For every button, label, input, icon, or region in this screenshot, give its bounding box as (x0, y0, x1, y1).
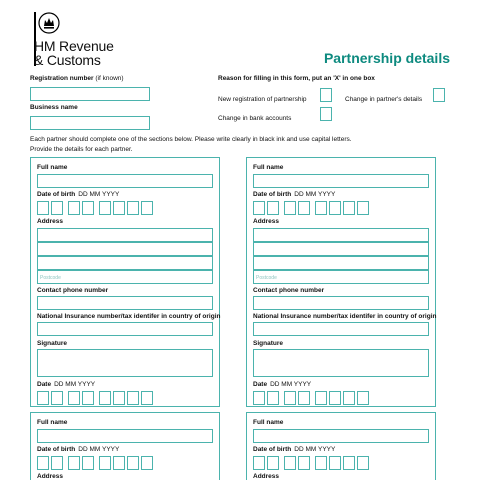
date-label-text: Date (253, 381, 268, 388)
brand-name-line2: & Customs (34, 52, 101, 68)
dob-digit-box[interactable] (127, 201, 139, 215)
dob-digit-box[interactable] (113, 456, 125, 470)
full-name-label: Full name (37, 164, 68, 171)
date-digit-box[interactable] (357, 391, 369, 405)
dob-digit-box[interactable] (37, 456, 49, 470)
address-line-field[interactable] (37, 256, 213, 270)
full-name-field[interactable] (37, 429, 213, 443)
date-format-hint: DD MM YYYY (78, 191, 120, 198)
dob-digit-box[interactable] (267, 456, 279, 470)
contact-phone-label: Contact phone number (37, 287, 109, 294)
new-registration-checkbox[interactable] (320, 88, 332, 102)
date-of-birth-label-text: Date of birth (37, 446, 76, 453)
date-digit-box[interactable] (267, 391, 279, 405)
date-of-birth-label-text: Date of birth (253, 191, 292, 198)
date-digit-box[interactable] (82, 391, 94, 405)
date-of-birth-label (253, 446, 335, 453)
date-digit-box[interactable] (298, 391, 310, 405)
dob-digit-box[interactable] (37, 201, 49, 215)
reason-option-change-bank: Change in bank accounts (218, 115, 292, 122)
dob-digit-box[interactable] (357, 201, 369, 215)
full-name-field[interactable] (37, 174, 213, 188)
reason-option-new-registration: New registration of partnership (218, 96, 307, 103)
date-digit-box[interactable] (113, 391, 125, 405)
address-label: Address (253, 473, 280, 480)
dob-digit-box[interactable] (253, 201, 265, 215)
change-details-checkbox[interactable] (433, 88, 445, 102)
postcode-placeholder: Postcode (256, 275, 277, 281)
date-digit-box[interactable] (68, 391, 80, 405)
ni-number-label: National Insurance number/tax identifer in country of origin (253, 313, 437, 320)
registration-label (30, 75, 124, 82)
postcode-field[interactable] (253, 270, 429, 284)
dob-digit-box[interactable] (343, 201, 355, 215)
address-line-field[interactable] (253, 256, 429, 270)
date-of-birth-label (37, 446, 119, 453)
date-label (37, 381, 95, 388)
signature-field[interactable] (37, 349, 213, 377)
reason-option-change-details: Change in partner's details (345, 96, 423, 103)
dob-digit-box[interactable] (113, 201, 125, 215)
contact-phone-field[interactable] (37, 296, 213, 310)
dob-digit-box[interactable] (329, 456, 341, 470)
dob-digit-box[interactable] (68, 201, 80, 215)
registration-hint: (if known) (95, 75, 124, 82)
dob-digit-box[interactable] (298, 201, 310, 215)
ni-number-label: National Insurance number/tax identifer in country of origin (37, 313, 221, 320)
contact-phone-label: Contact phone number (253, 287, 325, 294)
dob-digit-box[interactable] (141, 201, 153, 215)
dob-digit-box[interactable] (127, 456, 139, 470)
date-digit-box[interactable] (343, 391, 355, 405)
registration-label-text: Registration number (30, 75, 94, 82)
date-of-birth-label (37, 191, 119, 198)
reason-label: Reason for filling in this form, put an 'X' in one box (218, 75, 375, 82)
full-name-field[interactable] (253, 174, 429, 188)
dob-digit-box[interactable] (267, 201, 279, 215)
ni-number-field[interactable] (253, 322, 429, 336)
dob-digit-box[interactable] (253, 456, 265, 470)
date-digit-box[interactable] (141, 391, 153, 405)
address-line-field[interactable] (253, 242, 429, 256)
registration-number-field[interactable] (30, 87, 150, 101)
date-of-birth-label-text: Date of birth (253, 446, 292, 453)
signature-field[interactable] (253, 349, 429, 377)
date-of-birth-label-text: Date of birth (37, 191, 76, 198)
contact-phone-field[interactable] (253, 296, 429, 310)
date-label (253, 381, 311, 388)
instructions-line1: Each partner should complete one of the sections below. Please write clearly in black ink and use capital letters. (30, 136, 352, 143)
date-format-hint: DD MM YYYY (270, 381, 312, 388)
page-title: Partnership details (323, 50, 450, 66)
date-digit-box[interactable] (51, 391, 63, 405)
dob-digit-box[interactable] (357, 456, 369, 470)
dob-digit-box[interactable] (284, 456, 296, 470)
dob-digit-box[interactable] (315, 456, 327, 470)
date-digit-box[interactable] (329, 391, 341, 405)
partner-section-1 (30, 157, 220, 407)
address-label: Address (37, 218, 64, 225)
dob-digit-box[interactable] (82, 201, 94, 215)
full-name-field[interactable] (253, 429, 429, 443)
change-bank-checkbox[interactable] (320, 107, 332, 121)
partner-section-3 (30, 412, 220, 480)
partner-section-2 (246, 157, 436, 407)
ni-number-field[interactable] (37, 322, 213, 336)
date-digit-box[interactable] (253, 391, 265, 405)
dob-digit-box[interactable] (141, 456, 153, 470)
business-name-field[interactable] (30, 116, 150, 130)
dob-digit-box[interactable] (99, 456, 111, 470)
instructions-line2: Provide the details for each partner. (30, 146, 133, 153)
signature-label: Signature (253, 340, 283, 347)
partner-section-4 (246, 412, 436, 480)
dob-digit-box[interactable] (329, 201, 341, 215)
dob-digit-box[interactable] (343, 456, 355, 470)
date-digit-box[interactable] (127, 391, 139, 405)
business-name-label: Business name (30, 104, 78, 111)
brand-name-line1: HM Revenue (34, 38, 114, 54)
dob-digit-box[interactable] (99, 201, 111, 215)
address-line-field[interactable] (253, 228, 429, 242)
signature-label: Signature (37, 340, 67, 347)
date-format-hint: DD MM YYYY (294, 191, 336, 198)
address-line-field[interactable] (37, 228, 213, 242)
address-label: Address (253, 218, 280, 225)
date-format-hint: DD MM YYYY (54, 381, 96, 388)
dob-digit-box[interactable] (298, 456, 310, 470)
dob-digit-box[interactable] (284, 201, 296, 215)
dob-digit-box[interactable] (315, 201, 327, 215)
date-label-text: Date (37, 381, 52, 388)
date-digit-box[interactable] (284, 391, 296, 405)
dob-digit-box[interactable] (68, 456, 80, 470)
postcode-placeholder: Postcode (40, 275, 61, 281)
full-name-label: Full name (253, 419, 284, 426)
full-name-label: Full name (37, 419, 68, 426)
date-format-hint: DD MM YYYY (294, 446, 336, 453)
date-digit-box[interactable] (37, 391, 49, 405)
date-digit-box[interactable] (315, 391, 327, 405)
address-label: Address (37, 473, 64, 480)
date-digit-box[interactable] (99, 391, 111, 405)
royal-crest-icon (38, 12, 60, 34)
date-of-birth-label (253, 191, 335, 198)
postcode-field[interactable] (37, 270, 213, 284)
dob-digit-box[interactable] (51, 456, 63, 470)
dob-digit-box[interactable] (82, 456, 94, 470)
date-format-hint: DD MM YYYY (78, 446, 120, 453)
dob-digit-box[interactable] (51, 201, 63, 215)
full-name-label: Full name (253, 164, 284, 171)
address-line-field[interactable] (37, 242, 213, 256)
